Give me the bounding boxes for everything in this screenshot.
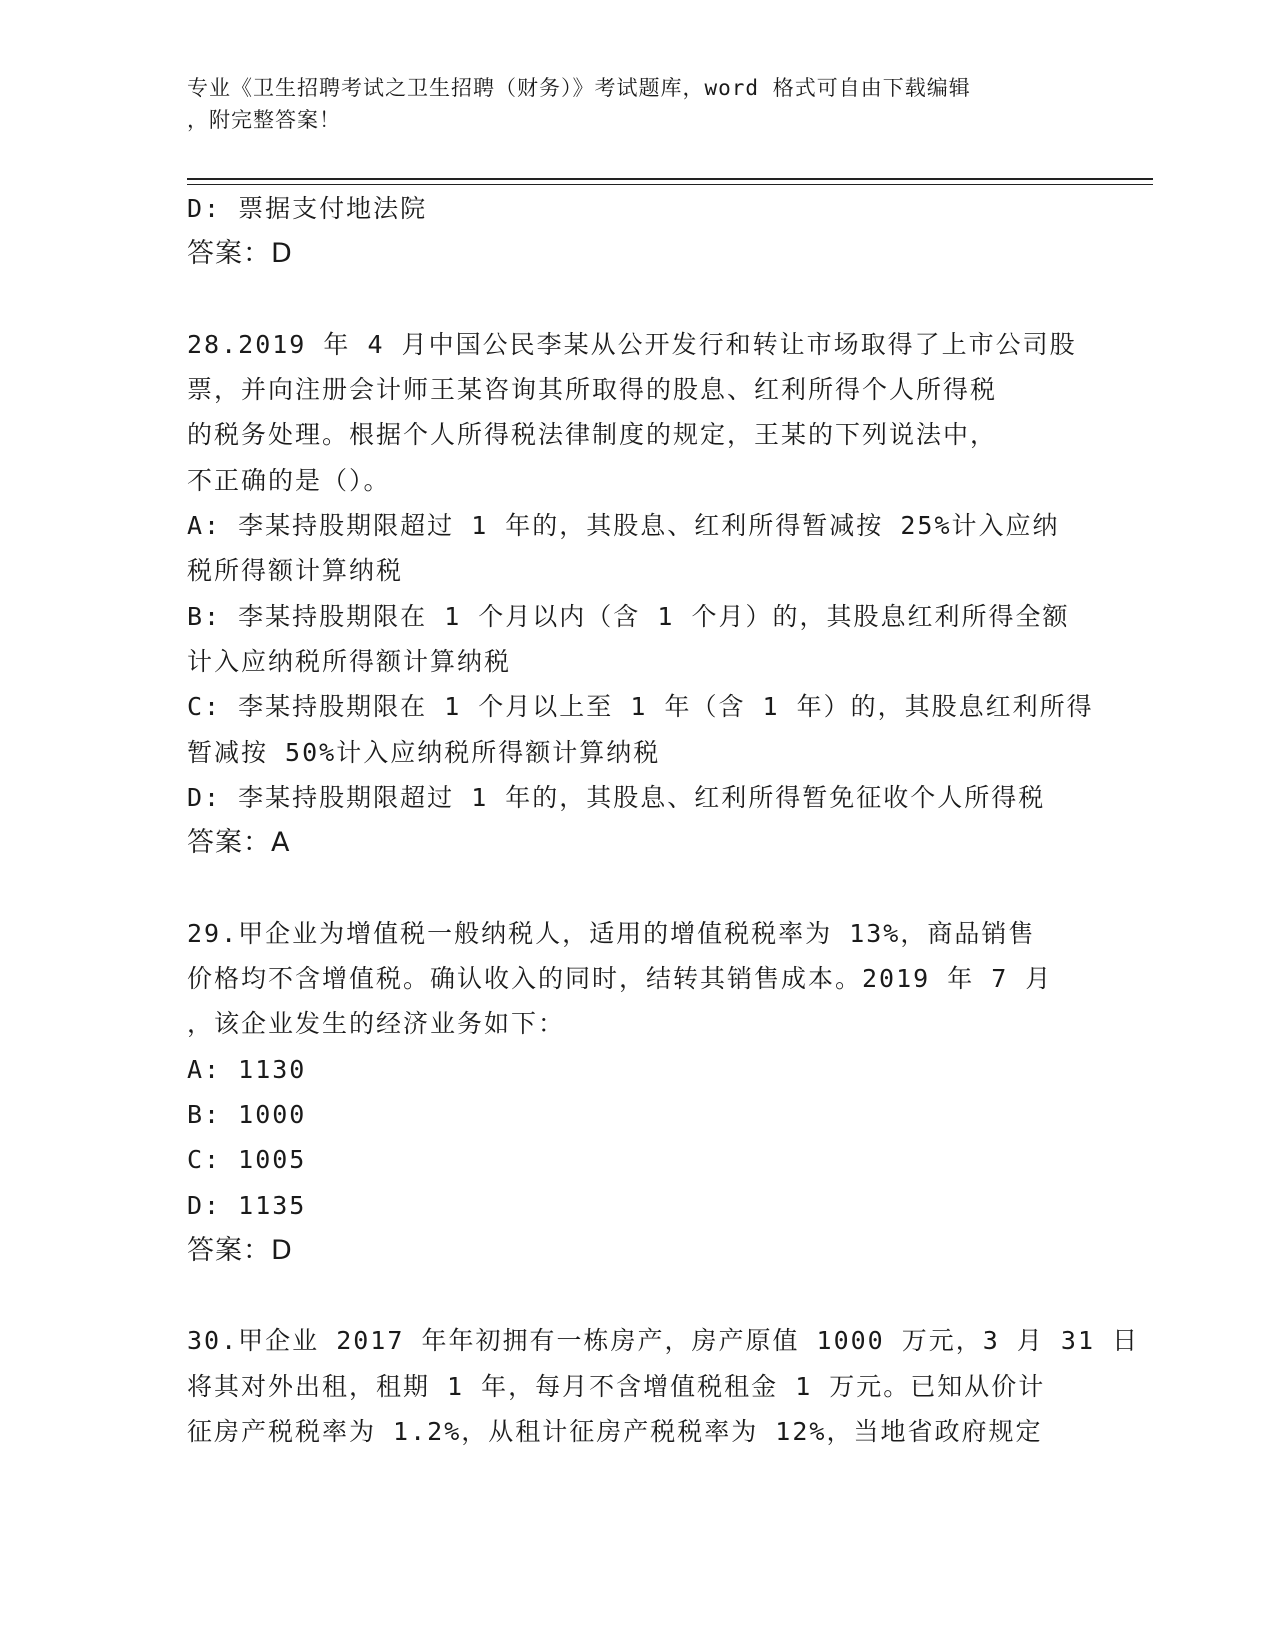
q29-option-b: B: 1000 [187,1099,307,1129]
q28-stem-line: 票，并向注册会计师王某咨询其所取得的股息、红利所得个人所得税 [187,375,998,405]
q29-answer: 答案：D [187,1234,293,1266]
header-divider-thin [187,184,1153,185]
document-header [187,72,1067,136]
q28-stem-line: 不正确的是（）。 [187,465,391,495]
q30-stem-line: 将其对外出租，租期 1 年，每月不含增值税租金 1 万元。已知从价计 [187,1371,1046,1401]
q27-option-d: D: 票据支付地法院 [187,194,428,223]
q28-option-a-cont: 税所得额计算纳税 [187,556,404,586]
q29-stem-line: ，该企业发生的经济业务如下： [187,1009,566,1039]
q28-answer: 答案：A [187,827,291,859]
header-line-1: 专业《卫生招聘考试之卫生招聘（财务）》考试题库，word 格式可自由下载编辑 [187,76,971,100]
q28-option-c: C: 李某持股期限在 1 个月以上至 1 年（含 1 年）的，其股息红利所得 [187,692,1094,722]
header-divider-thick [187,178,1153,180]
spacer [187,277,1087,322]
q28-option-c-cont: 暂减按 50%计入应纳税所得额计算纳税 [187,737,661,767]
q28-option-d: D: 李某持股期限超过 1 年的，其股息、红利所得暂免征收个人所得税 [187,782,1046,812]
q28-option-b: B: 李某持股期限在 1 个月以内（含 1 个月）的，其股息红利所得全额 [187,601,1070,631]
q29-option-c: C: 1005 [187,1145,307,1175]
q29-stem-line: 价格均不含增值税。确认收入的同时，结转其销售成本。2019 年 7 月 [187,964,1053,994]
q28-option-b-cont: 计入应纳税所得额计算纳税 [187,646,512,676]
q28-stem-line: 28.2019 年 4 月中国公民李某从公开发行和转让市场取得了上市公司股 [187,329,1077,359]
document-body [187,186,1140,1454]
q29-stem-line: 29.甲企业为增值税一般纳税人，适用的增值税税率为 13%，商品销售 [187,918,1036,948]
q29-option-a: A: 1130 [187,1054,307,1084]
spacer [187,1273,1087,1318]
q29-option-d: D: 1135 [187,1190,307,1220]
q28-option-a: A: 李某持股期限超过 1 年的，其股息、红利所得暂减按 25%计入应纳 [187,511,1060,541]
q28-stem-line: 的税务处理。根据个人所得税法律制度的规定，王某的下列说法中， [187,420,998,450]
header-line-2: ，附完整答案！ [187,108,341,132]
q30-stem-line: 30.甲企业 2017 年年初拥有一栋房产，房产原值 1000 万元，3 月 31 日 [187,1326,1140,1356]
q30-stem-line: 征房产税税率为 1.2%，从租计征房产税税率为 12%，当地省政府规定 [187,1417,1043,1447]
spacer [187,865,1087,910]
q27-answer: 答案：D [187,238,293,270]
